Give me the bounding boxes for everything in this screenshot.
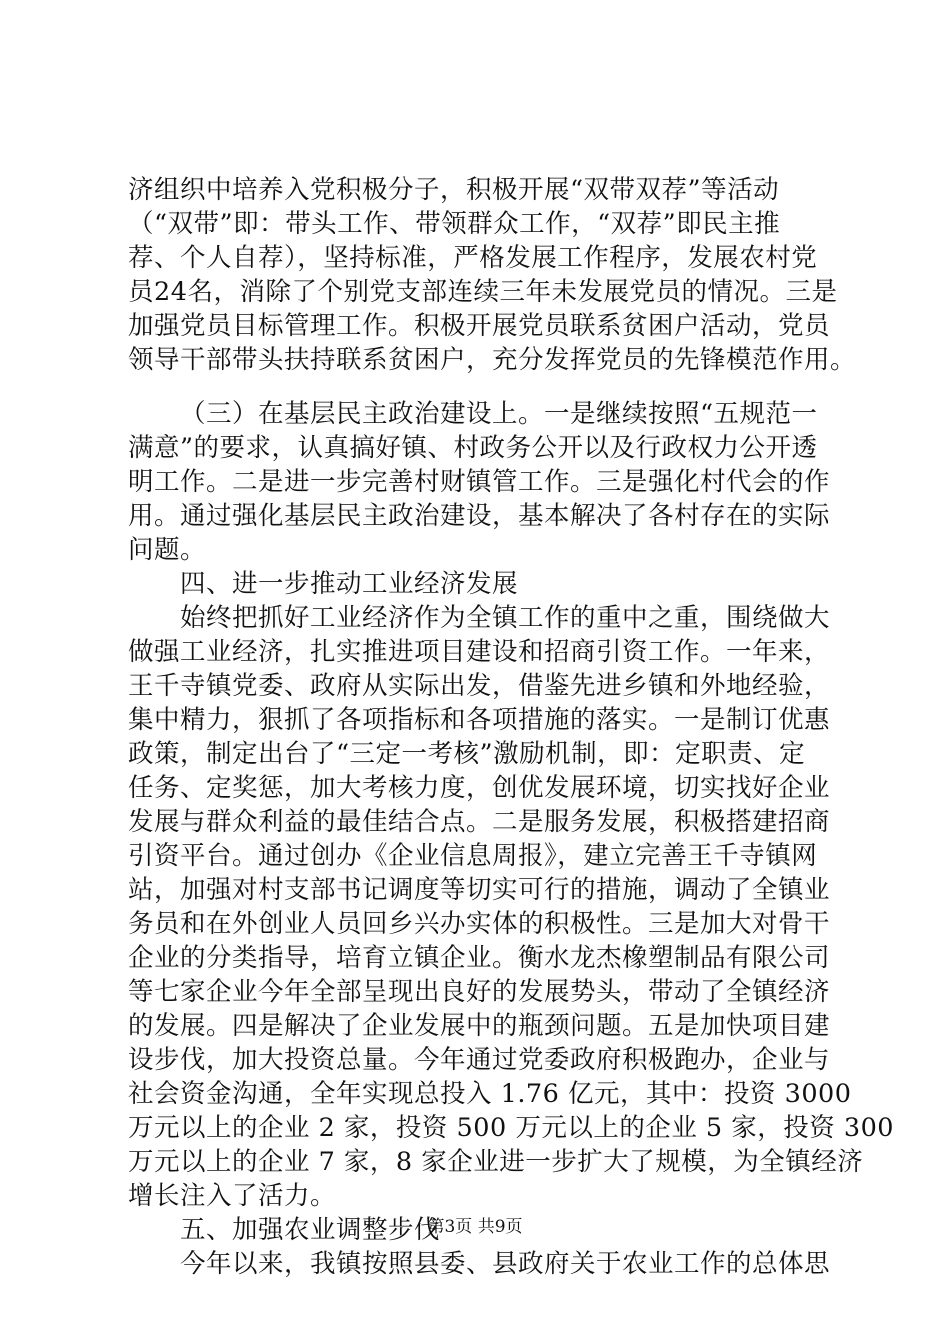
text-line: 的发展。四是解决了企业发展中的瓶颈问题。五是加快项目建: [128, 1011, 831, 1041]
page-footer: [0, 1216, 950, 1238]
text-line: 济组织中培养入党积极分子，积极开展“双带双荐”等活动: [128, 175, 780, 205]
text-line: 企业的分类指导，培育立镇企业。衡水龙杰橡塑制品有限公司: [128, 943, 831, 973]
section-heading-agriculture: 五、加强农业调整步伐: [180, 1215, 441, 1245]
text-line: 增长注入了活力。: [128, 1181, 337, 1211]
text-line: 做强工业经济，扎实推进项目建设和招商引资工作。一年来，: [128, 637, 831, 667]
paragraph-agriculture: [128, 1247, 833, 1281]
text-line: 用。通过强化基层民主政治建设，基本解决了各村存在的实际: [128, 501, 831, 531]
document-body: [128, 173, 895, 1281]
text-line: 问题。: [128, 535, 207, 565]
text-line: 今年以来，我镇按照县委、县政府关于农业工作的总体思: [180, 1249, 831, 1279]
paragraph-industrial-economy: [128, 601, 895, 1213]
text-line: 荐、个人自荐），坚持标准，严格发展工作程序，发展农村党: [128, 243, 818, 273]
text-line: 发展与群众利益的最佳结合点。二是服务发展，积极搭建招商: [128, 807, 831, 837]
text-line: 设步伐，加大投资总量。今年通过党委政府积极跑办，企业与: [128, 1045, 831, 1075]
text-line: 员24名，消除了个别党支部连续三年未发展党员的情况。三是: [128, 277, 838, 307]
paragraph-grassroots-democracy: [128, 397, 833, 567]
text-line: 始终把抓好工业经济作为全镇工作的重中之重，围绕做大: [180, 603, 831, 633]
text-line: 政策，制定出台了“三定一考核”激励机制，即：定职责、定: [128, 739, 806, 769]
text-line: 等七家企业今年全部呈现出良好的发展势头，带动了全镇经济: [128, 977, 831, 1007]
text-line: 站，加强对村支部书记调度等切实可行的措施，调动了全镇业: [128, 875, 831, 905]
text-line: 王千寺镇党委、政府从实际出发，借鉴先进乡镇和外地经验，: [128, 671, 831, 701]
text-line: 集中精力，狠抓了各项指标和各项措施的落实。一是制订优惠: [128, 705, 831, 735]
text-line: （三）在基层民主政治建设上。一是继续按照“五规范一: [180, 399, 818, 429]
text-line: 社会资金沟通，全年实现总投入 1.76 亿元，其中：投资 3000: [128, 1079, 852, 1109]
text-line: 领导干部带头扶持联系贫困户，充分发挥党员的先锋模范作用。: [128, 345, 857, 375]
text-line: 任务、定奖惩，加大考核力度，创优发展环境，切实找好企业: [128, 773, 831, 803]
text-line: 万元以上的企业 2 家，投资 500 万元以上的企业 5 家，投资 300: [128, 1113, 895, 1143]
text-line: 万元以上的企业 7 家，8 家企业进一步扩大了规模，为全镇经济: [128, 1147, 864, 1177]
text-line: 满意”的要求，认真搞好镇、村政务公开以及行政权力公开透: [128, 433, 818, 463]
text-line: 引资平台。通过创办《企业信息周报》，建立完善王千寺镇网: [128, 841, 818, 871]
text-line: 务员和在外创业人员回乡兴办实体的积极性。三是加大对骨干: [128, 909, 831, 939]
paragraph-party-members: [128, 173, 857, 377]
page-number-label: 第3页 共9页: [427, 1217, 523, 1237]
paragraph-gap: [128, 377, 833, 397]
section-heading-industry: 四、进一步推动工业经济发展: [180, 569, 519, 599]
text-line: 加强党员目标管理工作。积极开展党员联系贫困户活动，党员: [128, 311, 831, 341]
text-line: （“双带”即：带头工作、带领群众工作，“双荐”即民主推: [128, 209, 781, 239]
text-line: 明工作。二是进一步完善村财镇管工作。三是强化村代会的作: [128, 467, 831, 497]
